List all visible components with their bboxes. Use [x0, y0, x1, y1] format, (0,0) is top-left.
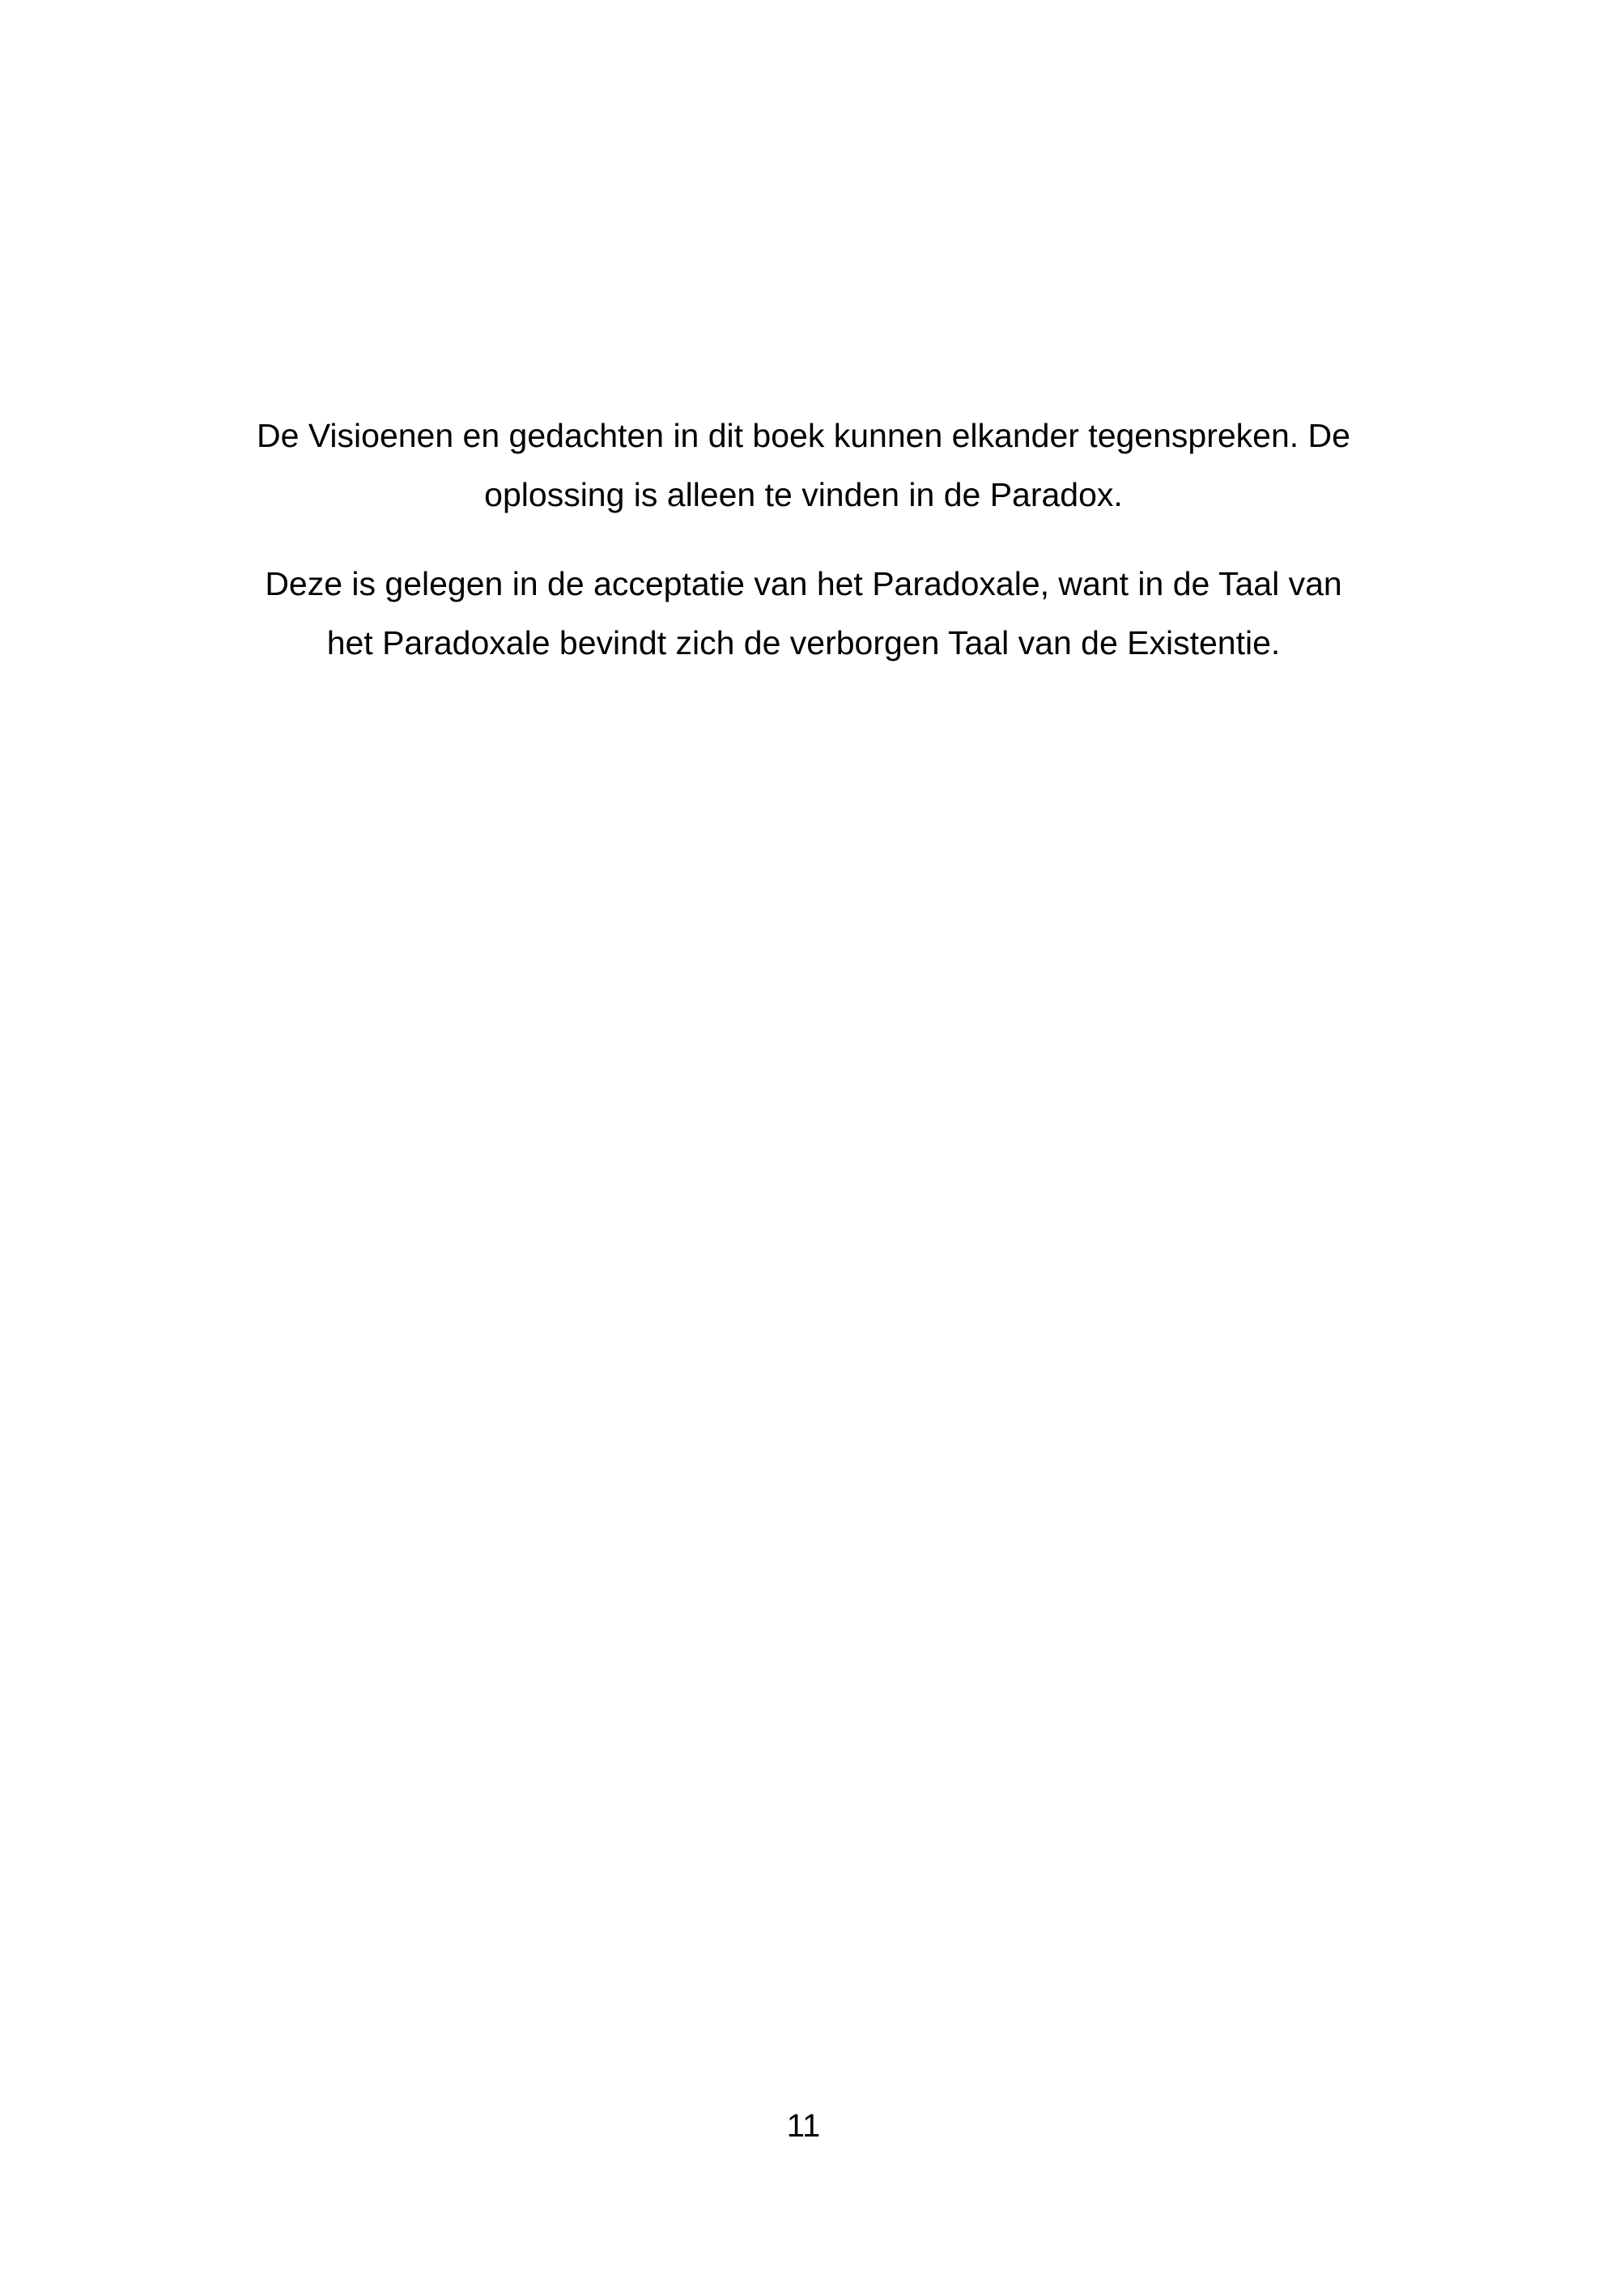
body-text — [243, 406, 1364, 673]
page-number: 11 — [786, 2108, 821, 2144]
paragraph-2: Deze is gelegen in de acceptatie van het Paradoxale, want in de Taal van het Paradoxale bevindt zich de verborgen Taal van de Existentie. — [265, 565, 1342, 661]
paragraph-1: De Visioenen en gedachten in dit boek kunnen elkander tegenspreken. De oplossing is alleen te vinden in de Paradox. — [257, 417, 1350, 513]
